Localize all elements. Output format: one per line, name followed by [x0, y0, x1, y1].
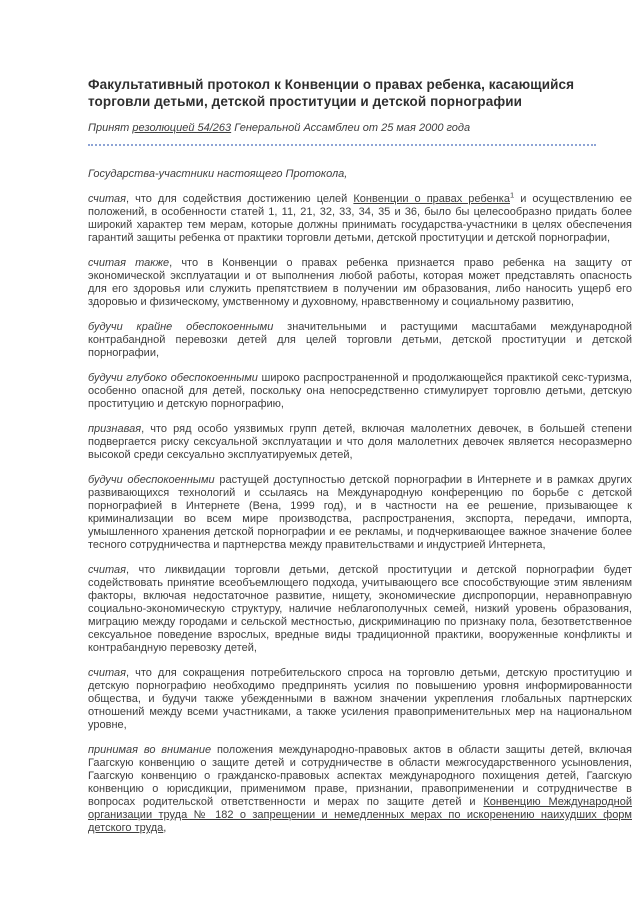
- paragraph: [88, 190, 632, 245]
- text-segment: , что в Конвенции о правах ребенка признается право ребенка на защиту от экономической эксплуатации и от выполнения любой работы, которая может представлять опасность для его здоровья или служить препятствием в получении им образования, либо наносить ущерб его здоровью и физическому, умственному и духовному, нравственному и социальному развитию,: [88, 257, 633, 308]
- text-segment: , что ряд особо уязвимых групп детей, включая малолетних девочек, в большей степени подвергается риску сексуальной эксплуатации и что доля малолетних девочек является несоразмерно высокой среди сексуально эксплуатируемых детей,: [88, 423, 632, 461]
- text-segment: , что для содействия достижению целей: [125, 193, 354, 205]
- paragraph: [88, 372, 632, 411]
- text-segment: считая: [88, 564, 126, 576]
- text-segment: считая также: [88, 257, 170, 269]
- text-segment: будучи обеспокоенными: [88, 474, 215, 486]
- document-subtitle: [88, 122, 632, 135]
- text-segment: значительными и растущими масштабами международной контрабандной перевозки детей для целей торговли детьми, детской проституции и детской порнографии,: [88, 321, 632, 359]
- text-segment: признавая: [88, 423, 142, 435]
- text-segment: широко распространенной и продолжающейся практикой секс-туризма, особенно опасной для детей, поскольку она непосредственно стимулирует торговлю детьми, детскую проституцию и детскую порнографию,: [88, 372, 633, 410]
- link-convention-rights-of-child[interactable]: Конвенции о правах ребенка: [353, 193, 510, 205]
- text-segment: будучи крайне обеспокоенными: [88, 321, 274, 333]
- text-segment: растущей доступностью детской порнографии в Интернете и в рамках других развивающихся технологий и ссылаясь на Международную конференцию по борьбе с детской порнографией в Интернете (Вена, 1999 год), и в частности на ее решение, призывающее к криминализации во всем мире производства, распространения, экспорта, передачи, импорта, умышленного хранения детской порнографии и ее рекламы, и подчеркивающее важное значение более тесного сотрудничества и партнерства между правительствами и индустрией Интернета,: [88, 474, 632, 551]
- text-segment: ,: [163, 822, 167, 834]
- text-segment: , что ликвидации торговли детьми, детской проституции и детской порнографии будет содействовать принятие всеобъемлющего подхода, учитывающего все способствующие этим явлениям факторы, включая недостаточное развитие, нищету, экономические диспропорции, неравноправную социально-экономическую структуру, наличие неблагополучных семей, низкий уровень образования, миграцию между городами и сельской местностью, дискриминацию по признаку пола, безответственное сексуальное поведение взрослых, вредные виды традиционной практики, вооруженные конфликты и контрабандную перевозку детей,: [88, 564, 632, 654]
- document-body: [88, 168, 632, 835]
- text-segment: Принят: [88, 122, 133, 134]
- footnote-ref[interactable]: 1: [509, 190, 515, 200]
- paragraph: [88, 474, 632, 552]
- text-segment: будучи глубоко обеспокоенными: [88, 372, 258, 384]
- text-segment: Государства-участники настоящего Протокола,: [88, 168, 348, 180]
- paragraph: [88, 423, 632, 462]
- document-title: Факультативный протокол к Конвенции о правах ребенка, касающийся торговли детьми, детской проституции и детской порнографии: [88, 77, 575, 109]
- link-ilo-convention-182[interactable]: Конвенцию Международной организации труда № 182 о запрещении и немедленных мерах по искоренению наихудших форм детского труда: [88, 796, 632, 834]
- text-segment: положения международно-правовых актов в области защиты детей, включая Гаагскую конвенцию о защите детей и сотрудничестве в области межгосударственного усыновления, Гаагскую конвенцию о гражданско-правовых аспектах международного похищения детей, Гаагскую конвенцию о юрисдикции, применимом праве, признании, правоприменении и сотрудничестве в вопросах родительской ответственности и мерах по защите детей и: [88, 744, 632, 808]
- text-segment: , что для сокращения потребительского спроса на торговлю детьми, детскую проституцию и детскую порнографию необходимо предпринять усилия по повышению уровня информированности общества, и будучи также убежденными в важном значении укрепления глобальных партнерских отношений между всеми участниками, а также усиления правоприменительных мер на национальном уровне,: [88, 667, 632, 731]
- text-segment: и осуществлению ее положений, в особенности статей 1, 11, 21, 32, 33, 34, 35 и 36, было бы целесообразно придать более широкий характер тем мерам, которые должны принимать государства-участники в целях обеспечения гарантий защиты ребенка от практики торговли детьми, детской проституции и детской порнографии,: [88, 193, 632, 244]
- paragraph: [88, 744, 632, 835]
- text-segment: считая: [88, 193, 126, 205]
- paragraph: [88, 667, 632, 732]
- paragraph: [88, 168, 632, 181]
- separator-line: [88, 144, 596, 146]
- paragraph: [88, 257, 632, 309]
- paragraph: [88, 564, 632, 655]
- text-segment: считая: [88, 667, 126, 679]
- text-segment: Генеральной Ассамблеи от 25 мая 2000 года: [231, 122, 471, 134]
- text-segment: принимая во внимание: [88, 744, 212, 756]
- link-resolution-54-263[interactable]: резолюцией 54/263: [132, 122, 232, 134]
- paragraph: [88, 321, 632, 360]
